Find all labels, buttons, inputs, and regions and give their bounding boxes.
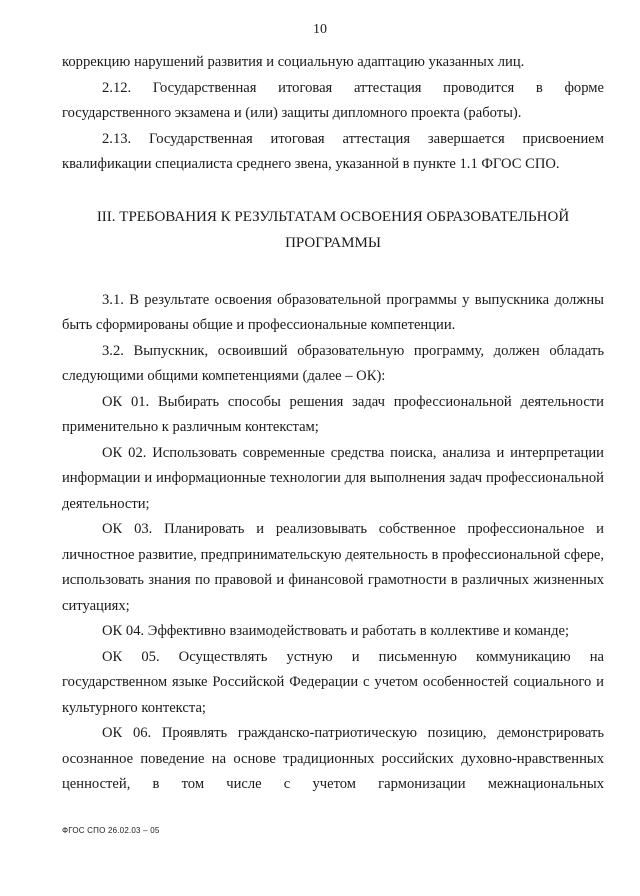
footer-document-code: ФГОС СПО 26.02.03 – 05 [62, 826, 160, 835]
paragraph-3-2: 3.2. Выпускник, освоивший образовательную программу, должен обладать следующими общими компетенциями (далее – ОК): [62, 342, 604, 384]
document-body [62, 50, 604, 798]
competency-ok-06: ОК 06. Проявлять гражданско-патриотическую позицию, демонстрировать осознанное поведение на основе традиционных российских духовно-нравственных ценностей, в том числе с учетом гармонизации межнациональных [62, 725, 604, 792]
section-heading: III. ТРЕБОВАНИЯ К РЕЗУЛЬТАТАМ ОСВОЕНИЯ ОБРАЗОВАТЕЛЬНОЙ ПРОГРАММЫ [96, 208, 570, 251]
page-number: 10 [313, 22, 327, 37]
competency-ok-02: ОК 02. Использовать современные средства поиска, анализа и интерпретации информации и информационные технологии для выполнения задач профессиональной деятельности; [62, 444, 604, 512]
paragraph-2-12: 2.12. Государственная итоговая аттестация проводится в форме государственного экзамена и (или) защиты дипломного проекта (работы). [62, 79, 604, 121]
paragraph-2-13: 2.13. Государственная итоговая аттестация завершается присвоением квалификации специалиста среднего звена, указанной в пункте 1.1 ФГОС СПО. [62, 130, 604, 172]
competency-ok-04: ОК 04. Эффективно взаимодействовать и работать в коллективе и команде; [102, 623, 570, 639]
competency-ok-05: ОК 05. Осуществлять устную и письменную коммуникацию на государственном языке Российской Федерации с учетом особенностей социального и культурного контекста; [62, 648, 604, 716]
paragraph-3-1: 3.1. В результате освоения образовательной программы у выпускника должны быть сформированы общие и профессиональные компетенции. [62, 291, 604, 333]
paragraph-continuation: коррекцию нарушений развития и социальную адаптацию указанных лиц. [62, 54, 525, 70]
competency-ok-01: ОК 01. Выбирать способы решения задач профессиональной деятельности применительно к различным контекстам; [62, 393, 604, 435]
competency-ok-03: ОК 03. Планировать и реализовывать собственное профессиональное и личностное развитие, предпринимательскую деятельность в профессиональной сфере, использовать знания по правовой и финансовой грамотности в различных жизненных ситуациях; [62, 521, 604, 614]
